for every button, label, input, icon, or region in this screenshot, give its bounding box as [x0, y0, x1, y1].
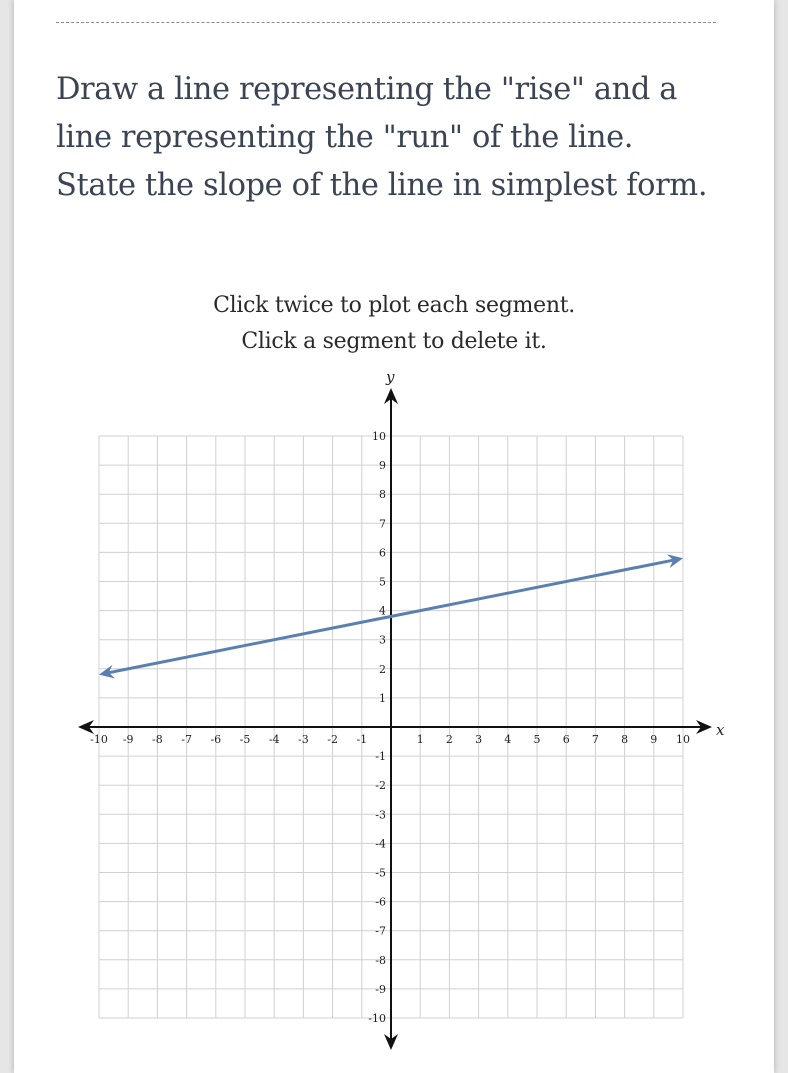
x-tick-label: 8 — [621, 733, 629, 746]
y-tick-label: 6 — [379, 546, 386, 560]
question-line-3: State the slope of the line in simplest form. — [56, 168, 708, 203]
y-tick-label: 8 — [379, 488, 386, 502]
y-tick-label: -6 — [375, 895, 386, 909]
y-tick-label: 7 — [379, 517, 386, 531]
instruction-delete: Click a segment to delete it. — [241, 329, 547, 354]
x-tick-label: -7 — [181, 733, 192, 746]
x-tick-label: 9 — [650, 733, 658, 746]
question-line-2: line representing the "run" of the line. — [56, 120, 634, 155]
y-tick-label: 2 — [379, 662, 386, 676]
x-tick-label: 2 — [445, 733, 453, 746]
question-line-1: Draw a line representing the "rise" and a — [56, 72, 678, 107]
y-tick-label: -2 — [375, 779, 386, 793]
y-tick-label: -4 — [375, 837, 386, 851]
x-tick-label: -4 — [268, 733, 280, 746]
y-tick-label: 4 — [379, 604, 386, 618]
x-tick-label: 1 — [416, 733, 424, 746]
axes — [78, 368, 725, 1050]
y-tick-label: -9 — [375, 982, 386, 996]
y-tick-label: 3 — [379, 633, 386, 647]
y-tick-label: -10 — [368, 1012, 386, 1025]
x-tick-label: 3 — [475, 733, 483, 746]
y-axis-label: y — [386, 368, 395, 386]
y-tick-label: -7 — [375, 924, 386, 938]
y-tick-label: 10 — [372, 430, 386, 443]
y-tick-label: -5 — [375, 866, 386, 880]
x-tick-label: 4 — [504, 733, 512, 746]
y-tick-label: -3 — [375, 808, 386, 822]
y-tick-label: 1 — [379, 691, 386, 705]
x-tick-label: -3 — [298, 733, 309, 746]
x-tick-label: 10 — [676, 733, 690, 746]
x-tick-label: -6 — [210, 733, 222, 746]
x-axis-label: x — [716, 721, 725, 739]
x-tick-label: -8 — [152, 733, 163, 746]
instruction-plot: Click twice to plot each segment. — [213, 293, 575, 318]
x-tick-label: 7 — [591, 733, 599, 746]
y-tick-label: -8 — [375, 953, 386, 967]
y-tick-label: 9 — [379, 459, 386, 473]
y-tick-label: 5 — [379, 575, 386, 589]
x-tick-label: 6 — [562, 733, 570, 746]
x-tick-label: -5 — [239, 733, 251, 746]
x-tick-label: -10 — [90, 733, 108, 746]
x-tick-label: -9 — [122, 733, 134, 746]
y-tick-label: -1 — [375, 750, 386, 764]
x-tick-label: -2 — [327, 733, 338, 746]
x-tick-label: 5 — [533, 733, 541, 746]
x-tick-label: -1 — [356, 733, 368, 746]
